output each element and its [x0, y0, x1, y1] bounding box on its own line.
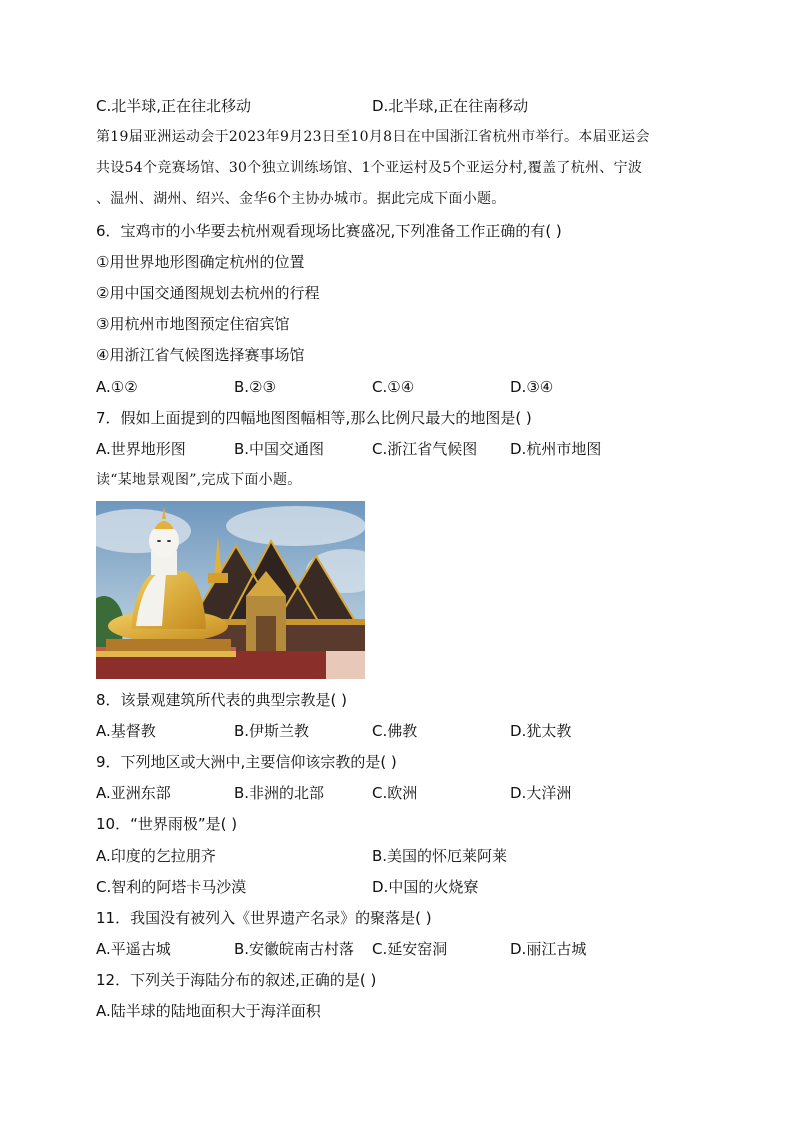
asian-games-intro-line-2: 共设54个竞赛场馆、30个独立训练场馆、1个亚运村及5个亚运分村,覆盖了杭州、宁波	[96, 160, 643, 176]
q8-option-d: D.犹太教	[510, 722, 572, 740]
q8-option-c: C.佛教	[372, 722, 418, 740]
q9-stem: 9．下列地区或大洲中,主要信仰该宗教的是( )	[96, 753, 397, 771]
q7-option-c: C.浙江省气候图	[372, 440, 478, 458]
q12-option-a: A.陆半球的陆地面积大于海洋面积	[96, 1002, 321, 1020]
q8-option-a: A.基督教	[96, 722, 156, 740]
q6-option-a: A.①②	[96, 378, 138, 396]
q9-option-c: C.欧洲	[372, 784, 418, 802]
q11-option-d: D.丽江古城	[510, 940, 587, 958]
q5-option-c: C.北半球,正在往北移动	[96, 97, 252, 115]
q12-stem: 12．下列关于海陆分布的叙述,正确的是( )	[96, 971, 377, 989]
q7-option-a: A.世界地形图	[96, 440, 186, 458]
q6-option-c: C.①④	[372, 378, 415, 396]
q11-option-b: B.安徽皖南古村落	[234, 940, 355, 958]
q6-stem: 6．宝鸡市的小华要去杭州观看现场比赛盛况,下列准备工作正确的有( )	[96, 222, 562, 240]
q9-option-d: D.大洋洲	[510, 784, 572, 802]
q9-option-b: B.非洲的北部	[234, 784, 325, 802]
q7-option-b: B.中国交通图	[234, 440, 325, 458]
asian-games-intro-line-1: 第19届亚洲运动会于2023年9月23日至10月8日在中国浙江省杭州市举行。本届亚运会	[96, 129, 650, 145]
q10-option-a: A.印度的乞拉朋齐	[96, 847, 216, 865]
q5-option-d: D.北半球,正在往南移动	[372, 97, 529, 115]
landscape-intro: 读“某地景观图”,完成下面小题。	[96, 472, 302, 488]
q10-option-b: B.美国的怀厄莱阿莱	[372, 847, 508, 865]
temple-photo	[96, 501, 365, 679]
q9-option-a: A.亚洲东部	[96, 784, 171, 802]
q10-option-c: C.智利的阿塔卡马沙漠	[96, 878, 247, 896]
q7-option-d: D.杭州市地图	[510, 440, 602, 458]
asian-games-intro-line-3: 、温州、湖州、绍兴、金华6个主协办城市。据此完成下面小题。	[96, 191, 506, 207]
q8-option-b: B.伊斯兰教	[234, 722, 310, 740]
q8-stem: 8．该景观建筑所代表的典型宗教是( )	[96, 691, 348, 709]
q6-item-2: ②用中国交通图规划去杭州的行程	[96, 284, 320, 302]
q11-stem: 11．我国没有被列入《世界遗产名录》的聚落是( )	[96, 909, 432, 927]
q11-option-a: A.平遥古城	[96, 940, 171, 958]
q6-item-3: ③用杭州市地图预定住宿宾馆	[96, 315, 290, 333]
q10-stem: 10．“世界雨极”是( )	[96, 815, 238, 833]
q7-stem: 7．假如上面提到的四幅地图图幅相等,那么比例尺最大的地图是( )	[96, 409, 532, 427]
q6-option-d: D.③④	[510, 378, 554, 396]
q6-option-b: B.②③	[234, 378, 276, 396]
q6-item-1: ①用世界地形图确定杭州的位置	[96, 253, 305, 271]
q10-option-d: D.中国的火烧寮	[372, 878, 479, 896]
q11-option-c: C.延安窑洞	[372, 940, 448, 958]
q6-item-4: ④用浙江省气候图选择赛事场馆	[96, 346, 305, 364]
